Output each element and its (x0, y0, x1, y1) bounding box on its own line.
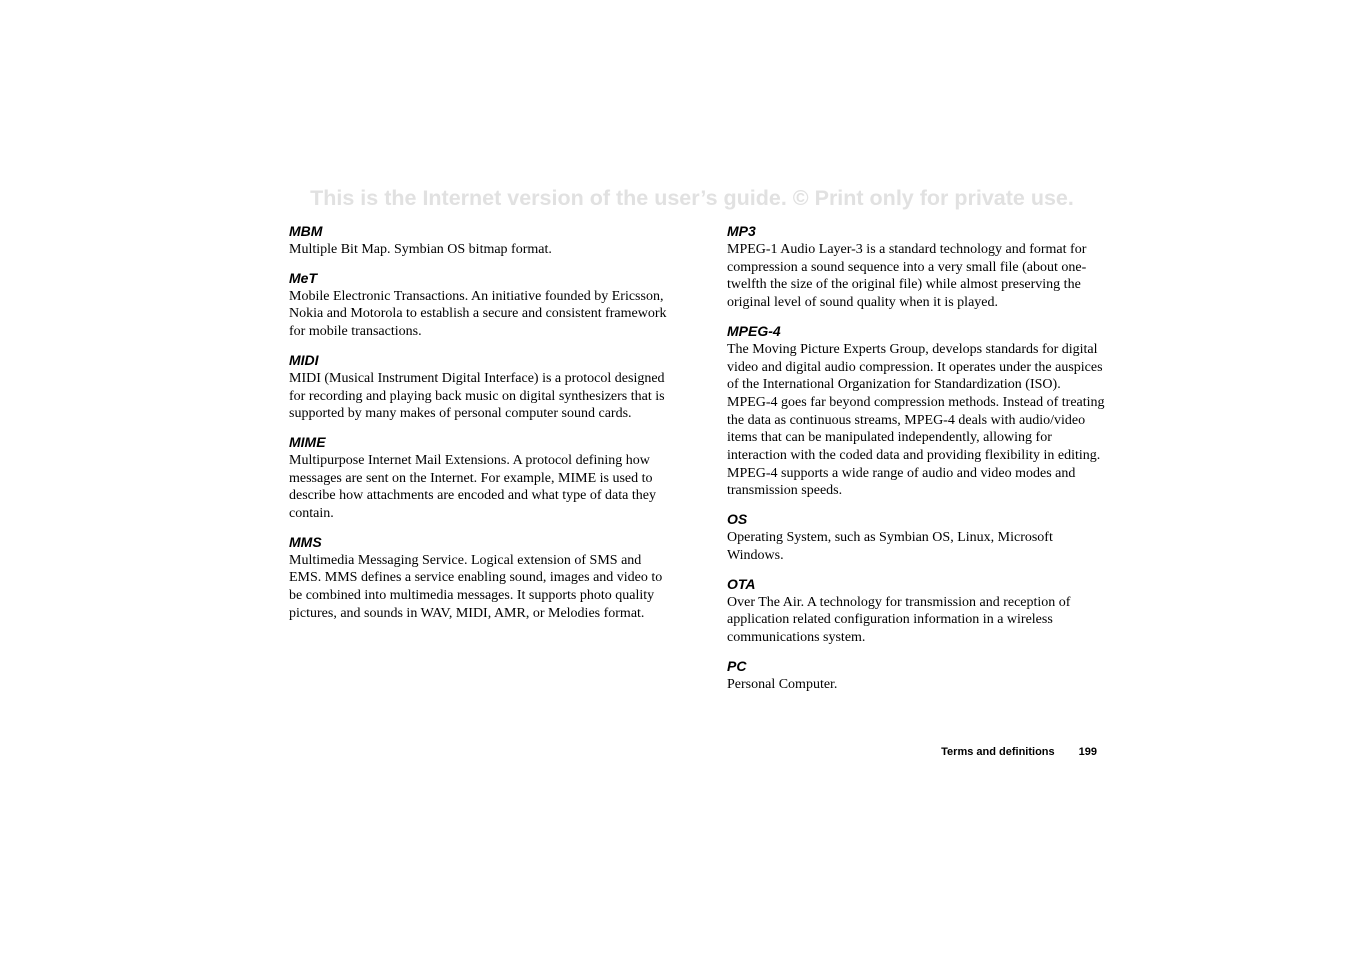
left-column (289, 223, 667, 634)
glossary-entry (289, 434, 667, 523)
glossary-term: OTA (727, 575, 756, 592)
glossary-definition: Mobile Electronic Transactions. An initiative founded by Ericsson, Nokia and Motorola to establish a secure and consistent framework for mobile transactions. (289, 288, 667, 340)
glossary-definition: MIDI (Musical Instrument Digital Interface) is a protocol designed for recording and playing back music on digital synthesizers that is supported by many makes of personal computer sound cards. (289, 370, 665, 422)
glossary-entry (727, 658, 1105, 694)
watermark-banner: This is the Internet version of the user’s guide. © Print only for private use. (310, 186, 1074, 210)
glossary-entry (289, 534, 667, 623)
glossary-definition: The Moving Picture Experts Group, develops standards for digital video and digital audio compression. It operates under the auspices of the International Organization for Standardization (ISO). MPEG-4 goes far beyond compression methods. Instead of treating the data as continuous streams, MPEG-4 deals with audio/video items that can be manipulated independently, allowing for interaction with the coded data and providing flexibility in editing. MPEG-4 supports a wide range of audio and video modes and transmission speeds. (727, 341, 1105, 499)
glossary-entry (289, 352, 667, 423)
glossary-term: MeT (289, 269, 317, 286)
glossary-term: MBM (289, 223, 323, 239)
glossary-term: MMS (289, 533, 322, 550)
glossary-definition: Operating System, such as Symbian OS, Linux, Microsoft Windows. (727, 530, 1053, 563)
glossary-entry (289, 223, 667, 259)
glossary-definition: Multipurpose Internet Mail Extensions. A protocol defining how messages are sent on the Internet. For example, MIME is used to describe how attachments are encoded and what type of data they contain. (289, 452, 656, 522)
glossary-entry (727, 576, 1105, 647)
page-number: 199 (1078, 746, 1097, 758)
right-column (727, 223, 1105, 704)
glossary-definition: MPEG-1 Audio Layer-3 is a standard technology and format for compression a sound sequence into a very small file (about one-twelfth the size of the original file) while almost preserving the original level of sound quality when it is played. (727, 242, 1087, 311)
glossary-definition: Multimedia Messaging Service. Logical extension of SMS and EMS. MMS defines a service enabling sound, images and video to be combined into multimedia messages. It supports photo quality pictures, and sounds in WAV, MIDI, AMR, or Melodies format. (289, 552, 663, 621)
footer-section-title: Terms and definitions (941, 746, 1055, 758)
glossary-term: MIDI (289, 351, 319, 368)
glossary-entry (289, 270, 667, 341)
glossary-term: PC (727, 657, 747, 674)
glossary-term: OS (727, 511, 748, 528)
glossary-term: MIME (289, 433, 326, 450)
page-footer (941, 746, 1097, 758)
glossary-term: MPEG-4 (727, 322, 781, 339)
glossary-definition: Multiple Bit Map. Symbian OS bitmap format. (289, 242, 552, 257)
glossary-term: MP3 (727, 223, 756, 239)
glossary-definition: Personal Computer. (727, 676, 838, 692)
glossary-entry (727, 511, 1105, 564)
glossary-entry (727, 223, 1105, 312)
glossary-definition: Over The Air. A technology for transmission and reception of application related configuration information in a wireless communications system. (727, 594, 1071, 645)
glossary-entry (727, 323, 1105, 500)
